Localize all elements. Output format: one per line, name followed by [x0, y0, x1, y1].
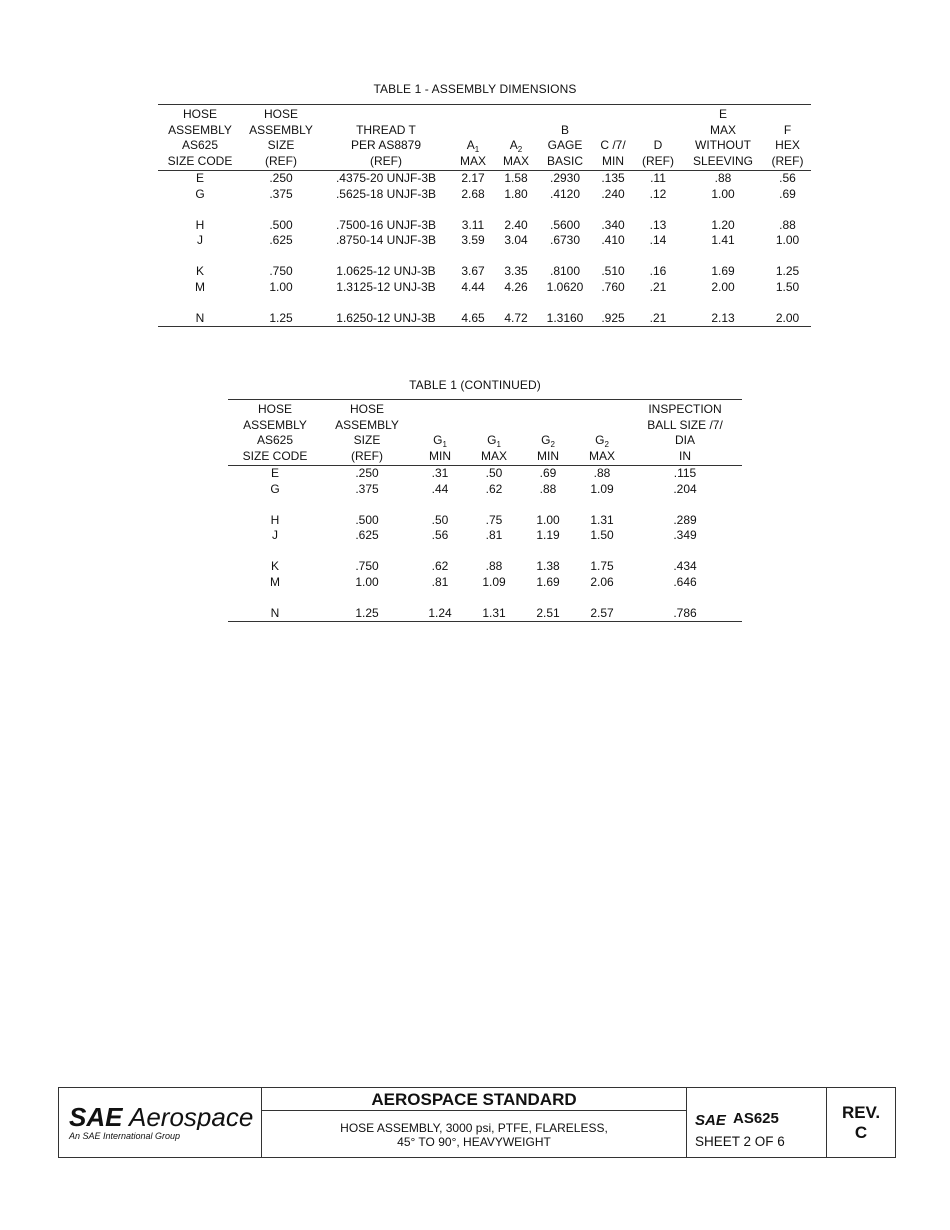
cell-g1-max: 1.31	[468, 606, 520, 622]
logo-sae-text: SAE	[69, 1102, 123, 1130]
cell-g2-min: 1.19	[536, 528, 560, 542]
header-c: C /7/ MIN	[592, 105, 634, 171]
cell-ball: .786	[628, 606, 742, 622]
cell-g2-min: .69	[539, 466, 557, 480]
row-spacer	[158, 295, 811, 311]
cell-d: .21	[649, 279, 667, 294]
cell-code: J	[197, 233, 203, 247]
cell-ball: .115	[673, 466, 697, 480]
cell-code: M	[195, 279, 205, 294]
header-d: D (REF)	[634, 105, 682, 171]
table-row	[158, 233, 811, 249]
cell-g2-min: 1.00	[536, 512, 560, 527]
revision-value: C	[854, 1123, 868, 1142]
cell-d: .12	[649, 186, 667, 201]
cell-c: .925	[592, 311, 634, 327]
cell-size: .750	[269, 264, 293, 278]
header-e: E MAX WITHOUT SLEEVING	[682, 105, 764, 171]
logo-aerospace-text: Aerospace	[129, 1102, 254, 1130]
table-row	[228, 559, 742, 575]
cell-g1-max: .81	[485, 528, 503, 542]
table-row	[158, 264, 811, 280]
header-hose-size: HOSE ASSEMBLY SIZE (REF)	[242, 105, 320, 171]
header-thread: THREAD T PER AS8879 (REF)	[320, 105, 452, 171]
cell-g1-max: .62	[485, 481, 503, 496]
cell-b: .2930	[549, 171, 581, 185]
cell-f: 1.50	[775, 279, 800, 294]
cell-thread: .4375-20 UNJF-3B	[335, 171, 437, 185]
cell-a2: 4.26	[504, 279, 528, 294]
cell-f: 1.25	[775, 264, 800, 278]
cell-size: .625	[355, 528, 379, 542]
table-row	[158, 311, 811, 327]
cell-d: .21	[634, 311, 682, 327]
table-row	[158, 171, 811, 187]
table-row	[228, 482, 742, 498]
cell-size: .375	[269, 186, 293, 201]
cell-code: H	[195, 217, 205, 232]
cell-g2-min: .88	[539, 481, 557, 496]
cell-g1-max: 1.09	[482, 574, 506, 589]
cell-g2-max: .88	[593, 466, 611, 480]
cell-c: .135	[601, 171, 625, 185]
cell-g2-min: 1.69	[536, 574, 560, 589]
cell-thread: 1.6250-12 UNJ-3B	[320, 311, 452, 327]
cell-thread: .5625-18 UNJF-3B	[335, 186, 437, 201]
cell-a1: 3.11	[461, 217, 485, 232]
row-spacer	[228, 590, 742, 606]
table-row	[228, 606, 742, 622]
logo-cell	[59, 1088, 262, 1157]
cell-code: K	[195, 264, 204, 278]
cell-g2-max: 1.75	[590, 559, 614, 573]
table2-header-row	[228, 400, 742, 466]
cell-size: 1.00	[269, 279, 293, 294]
row-spacer	[158, 202, 811, 218]
cell-f: 1.00	[775, 233, 800, 247]
cell-e: 2.13	[682, 311, 764, 327]
cell-g2-max: 1.50	[590, 528, 614, 542]
cell-size: .500	[269, 217, 293, 232]
cell-ball: .434	[673, 559, 697, 573]
cell-size: .750	[355, 559, 379, 573]
cell-ball: .646	[673, 574, 697, 589]
small-logo-text: SAE	[695, 1111, 726, 1127]
cell-g2-max: 2.06	[590, 574, 614, 589]
standard-title: AEROSPACE STANDARD	[262, 1088, 686, 1111]
cell-g1-min: .50	[431, 512, 449, 527]
cell-ball: .204	[673, 481, 697, 496]
cell-c: .760	[601, 279, 625, 294]
table2-caption: TABLE 1 (CONTINUED)	[409, 378, 541, 392]
cell-a2: 3.04	[504, 233, 528, 247]
document-number-cell	[687, 1088, 827, 1157]
cell-a2: 4.72	[494, 311, 538, 327]
cell-a1: 3.59	[461, 233, 485, 247]
cell-size: .250	[355, 466, 379, 480]
cell-a1: 2.17	[461, 171, 485, 185]
cell-thread: 1.3125-12 UNJ-3B	[336, 279, 436, 294]
cell-g1-max: .75	[485, 512, 503, 527]
cell-g1-min: .81	[431, 574, 449, 589]
cell-code: K	[270, 559, 279, 573]
cell-b: .5600	[549, 217, 581, 232]
header-g2-min: $G_2$ MIN	[520, 400, 576, 466]
cell-g2-max: 1.09	[590, 481, 614, 496]
cell-thread: .8750-14 UNJF-3B	[335, 233, 437, 247]
table-row	[228, 575, 742, 591]
title-block	[58, 1087, 896, 1158]
revision	[827, 1103, 895, 1143]
table-row	[158, 280, 811, 296]
row-spacer	[228, 544, 742, 560]
cell-ball: .289	[673, 512, 697, 527]
cell-code: M	[270, 574, 280, 589]
cell-g1-min: .56	[431, 528, 449, 542]
cell-g1-min: .62	[431, 559, 449, 573]
cell-size: .625	[269, 233, 293, 247]
header-size-code: HOSE ASSEMBLY AS625 SIZE CODE	[158, 105, 242, 171]
header-inspection-ball: INSPECTION BALL SIZE /7/ DIA IN	[628, 400, 742, 466]
cell-b: 1.0620	[546, 279, 584, 294]
revision-label: REV.	[841, 1103, 881, 1122]
header-g1-min: $G_1$ MIN	[412, 400, 468, 466]
table-row	[228, 466, 742, 482]
cell-g1-min: .44	[431, 481, 449, 496]
cell-g1-min: .31	[431, 466, 449, 480]
cell-e: 1.69	[711, 264, 735, 278]
header-g1-max: $G_1$ MAX	[468, 400, 520, 466]
cell-a2: 1.58	[504, 171, 528, 185]
logo-tagline: An SAE International Group	[69, 1131, 181, 1141]
header-size-code: HOSE ASSEMBLY AS625 SIZE CODE	[228, 400, 322, 466]
cell-e: 1.00	[711, 186, 735, 201]
cell-f: .88	[779, 217, 796, 232]
header-f: F HEX (REF)	[764, 105, 811, 171]
sae-aerospace-logo	[69, 1102, 259, 1130]
cell-g2-min: 2.51	[520, 606, 576, 622]
cell-f: .69	[779, 186, 796, 201]
cell-b: .8100	[549, 264, 581, 278]
cell-size: 1.00	[355, 574, 379, 589]
cell-size: 1.25	[322, 606, 412, 622]
header-b: B GAGE BASIC	[538, 105, 592, 171]
cell-size: .375	[355, 481, 379, 496]
sheet-number: SHEET 2 OF 6	[695, 1134, 785, 1149]
cell-a1: 3.67	[461, 264, 485, 278]
assembly-dimensions-table	[158, 104, 811, 327]
table1-header-row	[158, 105, 811, 171]
row-spacer	[228, 497, 742, 513]
cell-c: .240	[601, 186, 625, 201]
cell-g2-max: 2.57	[576, 606, 628, 622]
header-g2-max: $G_2$ MAX	[576, 400, 628, 466]
cell-g2-max: 1.31	[590, 512, 614, 527]
cell-g1-min: 1.24	[412, 606, 468, 622]
cell-size: .500	[355, 512, 379, 527]
cell-code: N	[228, 606, 322, 622]
cell-thread: 1.0625-12 UNJ-3B	[336, 264, 436, 278]
cell-g1-max: .50	[485, 466, 503, 480]
cell-a2: 2.40	[504, 217, 528, 232]
cell-thread: .7500-16 UNJF-3B	[335, 217, 437, 232]
cell-a1: 4.65	[452, 311, 494, 327]
cell-code: H	[270, 512, 280, 527]
cell-code: E	[270, 466, 279, 480]
cell-b: 1.3160	[538, 311, 592, 327]
cell-size: .250	[269, 171, 293, 185]
cell-g1-max: .88	[485, 559, 503, 573]
cell-d: .11	[650, 171, 666, 185]
table-row	[158, 187, 811, 203]
cell-c: .410	[601, 233, 625, 247]
table1-caption: TABLE 1 - ASSEMBLY DIMENSIONS	[373, 82, 577, 96]
table-row	[158, 218, 811, 234]
cell-d: .13	[649, 217, 667, 232]
assembly-dimensions-continued-table	[228, 399, 742, 622]
cell-d: .16	[649, 264, 667, 278]
cell-f: 2.00	[764, 311, 811, 327]
table-row	[228, 528, 742, 544]
sae-small-logo	[695, 1111, 731, 1127]
cell-e: 1.41	[711, 233, 735, 247]
revision-cell	[827, 1088, 895, 1157]
cell-b: .6730	[549, 233, 581, 247]
cell-a2: 1.80	[504, 186, 528, 201]
doc-number-text: AS625	[733, 1110, 779, 1127]
cell-code: J	[272, 528, 278, 542]
cell-f: .56	[779, 171, 796, 185]
row-spacer	[158, 249, 811, 265]
cell-e: .88	[714, 171, 732, 185]
header-a2: $A_2$ MAX	[494, 105, 538, 171]
cell-d: .14	[649, 233, 667, 247]
cell-code: G	[195, 186, 205, 201]
cell-e: 2.00	[711, 279, 735, 294]
cell-code: E	[195, 171, 204, 185]
cell-e: 1.20	[711, 217, 735, 232]
cell-code: G	[270, 481, 280, 496]
cell-b: .4120	[549, 186, 581, 201]
document-number	[695, 1110, 779, 1127]
cell-a1: 2.68	[461, 186, 485, 201]
standard-description: HOSE ASSEMBLY, 3000 psi, PTFE, FLARELESS, 45° TO 90°, HEAVYWEIGHT	[340, 1121, 608, 1149]
header-hose-size: HOSE ASSEMBLY SIZE (REF)	[322, 400, 412, 466]
cell-g2-min: 1.38	[536, 559, 560, 573]
cell-a2: 3.35	[504, 264, 528, 278]
table-row	[228, 513, 742, 529]
cell-a1: 4.44	[461, 279, 485, 294]
cell-code: N	[158, 311, 242, 327]
header-a1: $A_1$ MAX	[452, 105, 494, 171]
cell-c: .510	[601, 264, 625, 278]
title-cell	[262, 1088, 687, 1157]
cell-size: 1.25	[242, 311, 320, 327]
cell-c: .340	[601, 217, 625, 232]
cell-ball: .349	[673, 528, 697, 542]
